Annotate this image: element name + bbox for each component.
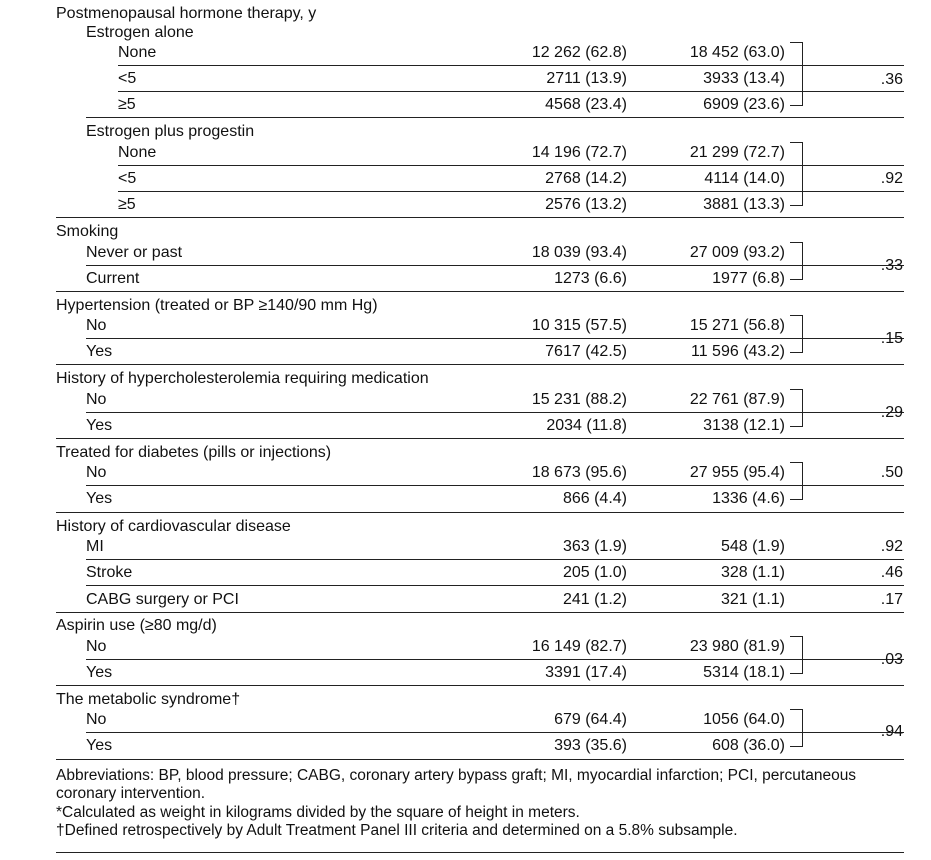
table-row	[0, 535, 931, 559]
p-value: .15	[880, 330, 903, 347]
row-label: Yes	[86, 417, 113, 434]
p-value: .29	[880, 404, 903, 421]
cell-col1: 2768 (14.2)	[545, 170, 627, 187]
row-label: No	[86, 464, 107, 481]
group-bracket	[790, 636, 803, 674]
cell-col1: 14 196 (72.7)	[531, 144, 627, 161]
cell-col2: 18 452 (63.0)	[689, 44, 785, 61]
row-rule	[118, 165, 904, 166]
row-label: No	[86, 317, 107, 334]
section-rule	[56, 512, 904, 513]
row-label: Postmenopausal hormone therapy, y	[56, 5, 317, 22]
p-value: .17	[880, 591, 903, 608]
row-label: History of cardiovascular disease	[56, 518, 291, 535]
row-rule	[86, 732, 904, 733]
row-label: MI	[86, 538, 104, 555]
row-label: None	[118, 144, 157, 161]
row-rule	[86, 559, 904, 560]
row-label: Yes	[86, 490, 113, 507]
group-bracket	[790, 42, 803, 106]
cell-col1: 2034 (11.8)	[546, 417, 627, 434]
cell-col2: 3138 (12.1)	[703, 417, 785, 434]
cell-col2: 1977 (6.8)	[712, 270, 785, 287]
footnote-dagger: †Defined retrospectively by Adult Treatment Panel III criteria and determined on a 5.8% subsample.	[56, 822, 738, 839]
cell-col1: 15 231 (88.2)	[531, 391, 627, 408]
row-label: Yes	[86, 737, 113, 754]
cell-col2: 1336 (4.6)	[712, 490, 785, 507]
group-bracket	[790, 709, 803, 747]
p-value: .92	[880, 538, 903, 555]
p-value: .36	[880, 71, 903, 88]
p-value: .94	[880, 723, 903, 740]
cell-col2: 22 761 (87.9)	[689, 391, 785, 408]
section-rule	[56, 438, 904, 439]
cell-col1: 7617 (42.5)	[545, 343, 627, 360]
cell-col1: 18 039 (93.4)	[531, 244, 627, 261]
row-label: Hypertension (treated or BP ≥140/90 mm Hg)	[56, 297, 378, 314]
cell-col2: 21 299 (72.7)	[689, 144, 785, 161]
section-rule	[56, 685, 904, 686]
cell-col2: 11 596 (43.2)	[691, 343, 785, 360]
row-rule	[86, 585, 904, 586]
cell-col1: 12 262 (62.8)	[531, 44, 627, 61]
cell-col1: 205 (1.0)	[562, 564, 627, 581]
cell-col2: 328 (1.1)	[720, 564, 785, 581]
cell-col2: 1056 (64.0)	[703, 711, 785, 728]
cell-col1: 363 (1.9)	[562, 538, 627, 555]
row-label: Never or past	[86, 244, 183, 261]
row-label: None	[118, 44, 157, 61]
cell-col2: 23 980 (81.9)	[689, 638, 785, 655]
row-rule	[86, 485, 904, 486]
row-label: Current	[86, 270, 140, 287]
row-label: Stroke	[86, 564, 133, 581]
row-label: CABG surgery or PCI	[86, 591, 239, 608]
section-rule	[56, 364, 904, 365]
group-bracket	[790, 389, 803, 427]
footnote-abbreviations: Abbreviations: BP, blood pressure; CABG, coronary artery bypass graft; MI, myocardial infarction; PCI, percutaneous coronary intervention.	[56, 767, 857, 802]
group-bracket	[790, 242, 803, 280]
row-label: No	[86, 711, 107, 728]
cell-col2: 3933 (13.4)	[703, 70, 785, 87]
p-value: .46	[880, 564, 903, 581]
row-label: <5	[118, 70, 137, 87]
row-rule	[86, 412, 904, 413]
row-rule	[118, 65, 904, 66]
cell-col1: 3391 (17.4)	[545, 664, 627, 681]
row-label: <5	[118, 170, 137, 187]
cell-col2: 4114 (14.0)	[704, 170, 785, 187]
cell-col2: 321 (1.1)	[720, 591, 785, 608]
cell-col2: 27 009 (93.2)	[689, 244, 785, 261]
row-label: Yes	[86, 664, 113, 681]
row-rule	[118, 191, 904, 192]
row-label: No	[86, 391, 107, 408]
row-rule	[86, 659, 904, 660]
p-value: .33	[880, 257, 903, 274]
row-label: The metabolic syndrome†	[56, 691, 241, 708]
footnote-star: *Calculated as weight in kilograms divided by the square of height in meters.	[56, 804, 580, 821]
row-label: No	[86, 638, 107, 655]
row-label: Estrogen plus progestin	[86, 123, 255, 140]
p-value: .03	[880, 651, 903, 668]
section-rule	[56, 612, 904, 613]
row-rule	[118, 91, 904, 92]
row-label: Estrogen alone	[86, 24, 194, 41]
cell-col1: 1273 (6.6)	[554, 270, 627, 287]
cell-col2: 6909 (23.6)	[703, 96, 785, 113]
cell-col1: 16 149 (82.7)	[531, 638, 627, 655]
cell-col2: 5314 (18.1)	[703, 664, 785, 681]
row-label: Smoking	[56, 223, 119, 240]
cell-col2: 15 271 (56.8)	[689, 317, 785, 334]
row-label: Aspirin use (≥80 mg/d)	[56, 617, 217, 634]
bottom-rule	[56, 852, 904, 853]
section-rule	[56, 759, 904, 760]
row-label: Yes	[86, 343, 113, 360]
row-rule	[86, 265, 904, 266]
row-label: ≥5	[118, 196, 136, 213]
table-row	[0, 561, 931, 585]
cell-col1: 866 (4.4)	[562, 490, 627, 507]
p-value: .92	[880, 170, 903, 187]
table-row	[0, 588, 931, 612]
group-bracket	[790, 142, 803, 206]
p-value: .50	[880, 464, 903, 481]
cell-col2: 608 (36.0)	[712, 737, 785, 754]
group-bracket	[790, 462, 803, 500]
cell-col1: 4568 (23.4)	[545, 96, 627, 113]
row-rule	[86, 338, 904, 339]
row-rule	[86, 117, 904, 118]
cell-col1: 679 (64.4)	[554, 711, 627, 728]
cell-col2: 3881 (13.3)	[703, 196, 785, 213]
cell-col1: 2576 (13.2)	[545, 196, 627, 213]
cell-col2: 548 (1.9)	[720, 538, 785, 555]
row-label: History of hypercholesterolemia requiring medication	[56, 370, 429, 387]
section-rule	[56, 217, 904, 218]
row-label: Treated for diabetes (pills or injections)	[56, 444, 332, 461]
cell-col1: 393 (35.6)	[554, 737, 627, 754]
cell-col1: 241 (1.2)	[562, 591, 627, 608]
cell-col2: 27 955 (95.4)	[689, 464, 785, 481]
cell-col1: 2711 (13.9)	[546, 70, 627, 87]
section-rule	[56, 291, 904, 292]
row-label: ≥5	[118, 96, 136, 113]
group-bracket	[790, 315, 803, 353]
cell-col1: 10 315 (57.5)	[531, 317, 627, 334]
cell-col1: 18 673 (95.6)	[531, 464, 627, 481]
